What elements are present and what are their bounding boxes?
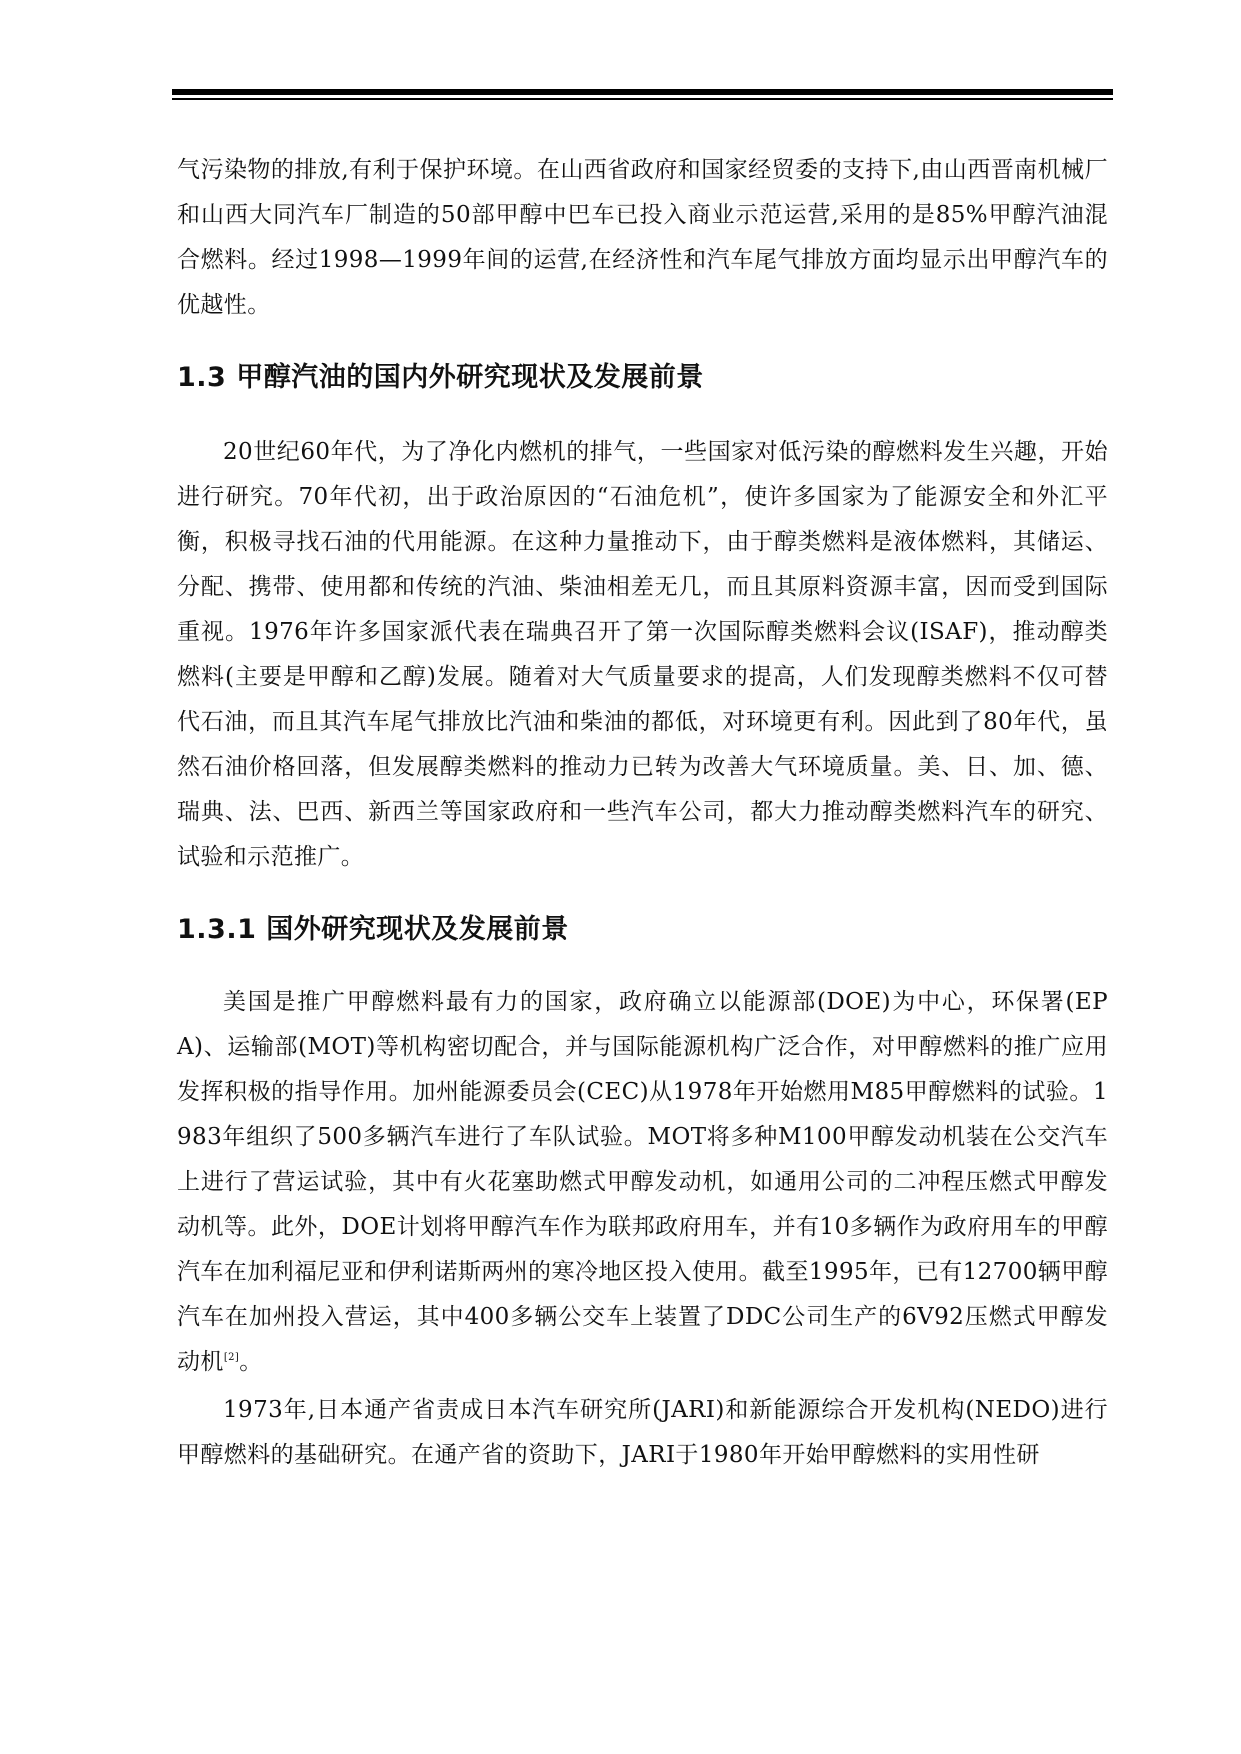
- header-rule-thick: [172, 89, 1113, 95]
- section-heading-1-3-1: 1.3.1 国外研究现状及发展前景: [177, 914, 569, 945]
- body-paragraph: 气污染物的排放,有利于保护环境。在山西省政府和国家经贸委的支持下,由山西晋南机械厂和山西大同汽车厂制造的50部甲醇中巴车已投入商业示范运营,采用的是85%甲醇汽油混合燃料。经过1998—1999年间的运营,在经济性和汽车尾气排放方面均显示出甲醇汽车的优越性。: [177, 157, 1108, 318]
- body-paragraph-with-citation: [177, 980, 1108, 1385]
- paragraph-text: 美国是推广甲醇燃料最有力的国家，政府确立以能源部(DOE)为中心，环保署(EPA)、运输部(MOT)等机构密切配合，并与国际能源机构广泛合作，对甲醇燃料的推广应用发挥积极的指导作用。加州能源委员会(CEC)从1978年开始燃用M85甲醇燃料的试验。1983年组织了500多辆汽车进行了车队试验。MOT将多种M100甲醇发动机装在公交汽车上进行了营运试验，其中有火花塞助燃式甲醇发动机，如通用公司的二冲程压燃式甲醇发动机等。此外，DOE计划将甲醇汽车作为联邦政府用车，并有10多辆作为政府用车的甲醇汽车在加利福尼亚和伊利诺斯两州的寒冷地区投入使用。截至1995年，已有12700辆甲醇汽车在加州投入营运，其中400多辆公交车上装置了DDC公司生产的6V92压燃式甲醇发动机: [177, 989, 1108, 1375]
- body-paragraph: 20世纪60年代，为了净化内燃机的排气，一些国家对低污染的醇燃料发生兴趣，开始进行研究。70年代初，出于政治原因的“石油危机”，使许多国家为了能源安全和外汇平衡，积极寻找石油的代用能源。在这种力量推动下，由于醇类燃料是液体燃料，其储运、分配、携带、使用都和传统的汽油、柴油相差无几，而且其原料资源丰富，因而受到国际重视。1976年许多国家派代表在瑞典召开了第一次国际醇类燃料会议(ISAF)，推动醇类燃料(主要是甲醇和乙醇)发展。随着对大气质量要求的提高，人们发现醇类燃料不仅可替代石油，而且其汽车尾气排放比汽油和柴油的都低，对环境更有利。因此到了80年代，虽然石油价格回落，但发展醇类燃料的推动力已转为改善大气环境质量。美、日、加、德、瑞典、法、巴西、新西兰等国家政府和一些汽车公司，都大力推动醇类燃料汽车的研究、试验和示范推广。: [177, 439, 1108, 870]
- paragraph-end-punctuation: 。: [239, 1349, 263, 1375]
- body-paragraph: 1973年,日本通产省责成日本汽车研究所(JARI)和新能源综合开发机构(NEDO)进行甲醇燃料的基础研究。在通产省的资助下，JARI于1980年开始甲醇燃料的实用性研: [177, 1397, 1108, 1468]
- page-body: [177, 148, 1108, 1478]
- header-rule-thin: [172, 98, 1113, 100]
- section-heading-1-3: 1.3 甲醇汽油的国内外研究现状及发展前景: [177, 362, 704, 393]
- citation-reference: [2]: [223, 1352, 240, 1363]
